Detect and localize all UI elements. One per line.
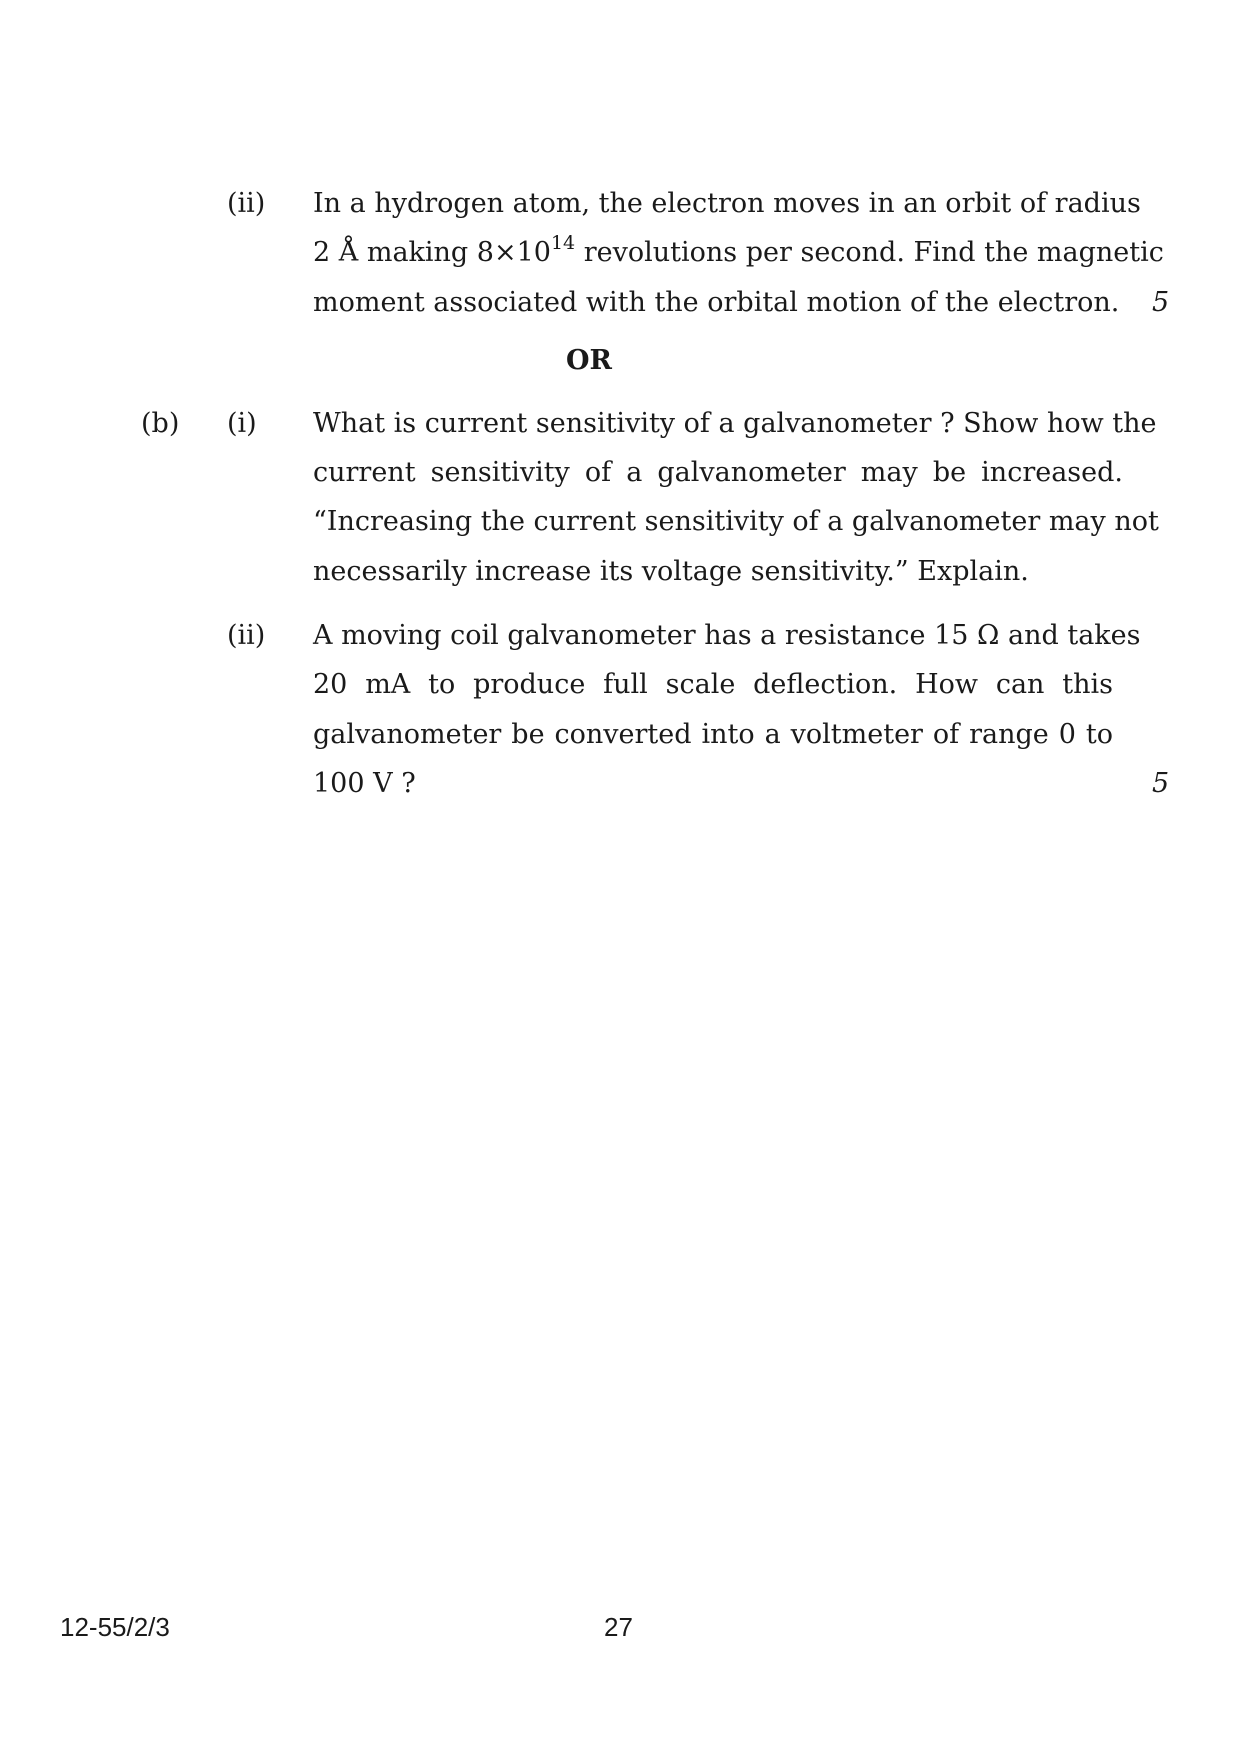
question-b-i-line-4: necessarily increase its voltage sensitivity.” Explain. <box>313 556 1029 587</box>
question-b-i-line-2: current sensitivity of a galvanometer may be increased. <box>313 457 1123 488</box>
marks-a-ii: 5 <box>1152 287 1170 318</box>
or-separator: OR <box>566 345 612 376</box>
page-number: 27 <box>604 1612 633 1642</box>
question-a-ii-line-2-post: revolutions per second. Find the magnetic <box>575 237 1164 268</box>
question-b-ii-line-2: 20 mA to produce full scale deflection. How can this <box>313 669 1113 700</box>
question-b-ii-line-3: galvanometer be converted into a voltmeter of range 0 to <box>313 719 1113 750</box>
question-a-ii-line-2-pre: 2 Å making 8×10 <box>313 237 551 268</box>
question-a-ii-line-1: In a hydrogen atom, the electron moves in an orbit of radius <box>313 188 1141 219</box>
exponent: 14 <box>550 232 576 254</box>
question-b-ii-line-1: A moving coil galvanometer has a resistance 15 Ω and takes <box>313 620 1141 651</box>
question-a-ii-line-3: moment associated with the orbital motion of the electron. <box>313 287 1120 318</box>
paper-code: 12-55/2/3 <box>60 1612 170 1642</box>
question-b-i-line-3: “Increasing the current sensitivity of a galvanometer may not <box>313 506 1159 537</box>
marks-b-ii: 5 <box>1152 768 1170 799</box>
subquestion-label-b-ii: (ii) <box>227 620 266 651</box>
question-b-ii-line-4: 100 V ? <box>313 768 416 799</box>
subquestion-label-b-i: (i) <box>227 408 257 439</box>
question-label-b: (b) <box>141 408 180 439</box>
question-a-ii-line-2 <box>313 232 1164 271</box>
question-b-i-line-1: What is current sensitivity of a galvanometer ? Show how the <box>313 408 1157 439</box>
subquestion-label-a-ii: (ii) <box>227 188 266 219</box>
